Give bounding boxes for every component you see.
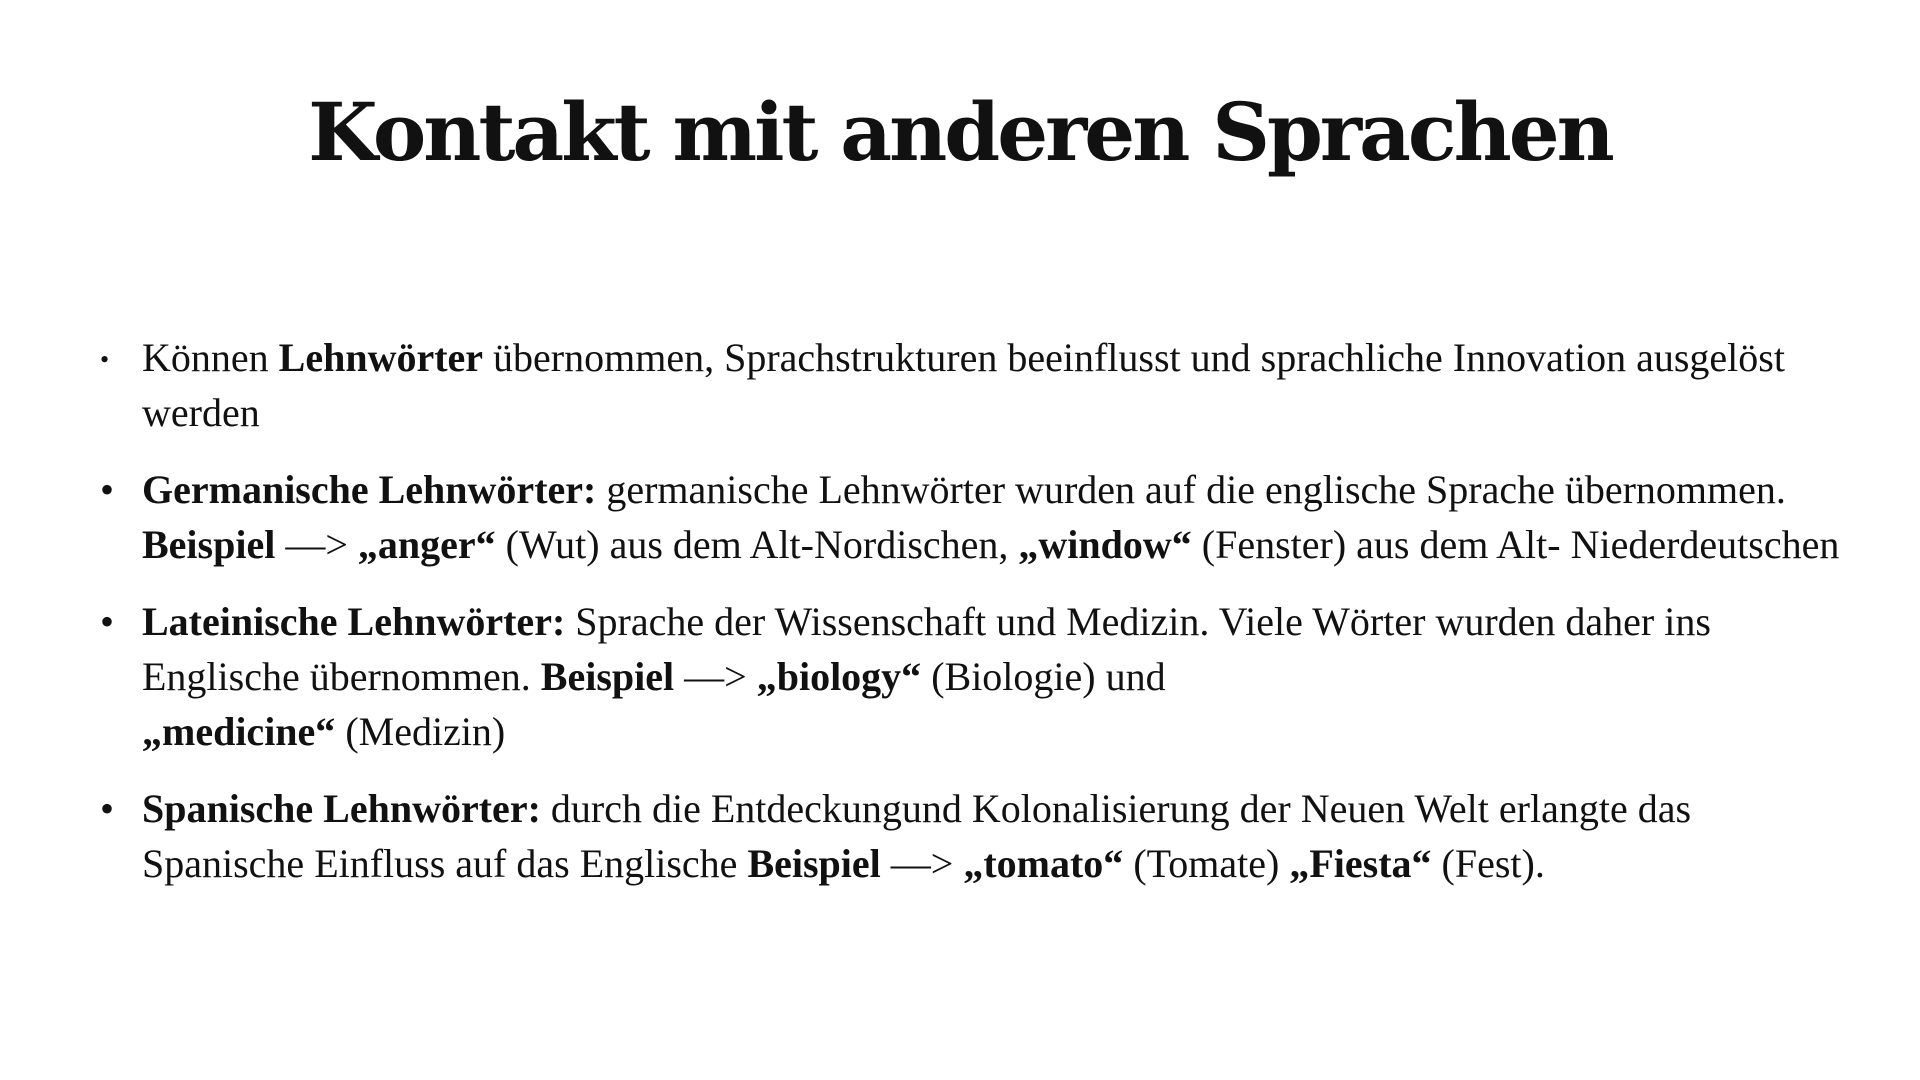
bullet-text: (Wut) aus dem Alt-Nordischen,	[495, 522, 1019, 567]
example-word: „window“	[1018, 522, 1192, 567]
bullet-item-loanwords-intro	[100, 330, 1840, 440]
bullet-marker: •	[100, 467, 115, 512]
example-label: Beispiel	[142, 522, 276, 567]
bullet-marker: •	[100, 786, 115, 831]
bullet-text: (Fenster) aus dem Alt- Niederdeutschen	[1191, 522, 1840, 567]
bullet-text: (Biologie) und	[921, 654, 1166, 699]
bullet-text: durch die Entdeckungund Kolonalisierung der Neuen Welt erlangte das Spanische Einfluss auf das Englische	[142, 786, 1692, 886]
arrow-text: —>	[275, 522, 358, 567]
bullet-heading: Lateinische Lehnwörter:	[142, 599, 566, 644]
bullet-text: übernommen, Sprachstrukturen beeinflusst und sprachliche Innovation ausgelöst werden	[142, 335, 1785, 435]
bullet-text: Können	[142, 335, 279, 380]
slide-title: Kontakt mit anderen Sprachen	[308, 85, 1612, 179]
example-word: „biology“	[756, 654, 922, 699]
bullet-marker: •	[100, 599, 115, 644]
bullet-text: (Tomate)	[1123, 841, 1290, 886]
example-word: „tomato“	[963, 841, 1124, 886]
arrow-text: —>	[880, 841, 964, 886]
example-word: „medicine“	[142, 709, 336, 754]
example-word: „anger“	[357, 522, 496, 567]
arrow-text: —>	[674, 654, 757, 699]
bullet-item-germanic	[100, 462, 1840, 572]
bullet-item-latin	[100, 594, 1840, 759]
bullet-item-spanish	[100, 781, 1840, 891]
bullet-text: Sprache der Wissenschaft und Medizin. Viele Wörter wurden daher ins Englische übernommen.	[142, 599, 1711, 699]
bullet-heading: Spanische Lehnwörter:	[142, 786, 541, 831]
bullet-term: Lehnwörter	[278, 335, 484, 380]
bullet-list	[100, 330, 1840, 913]
example-word: „Fiesta“	[1289, 841, 1432, 886]
example-label: Beispiel	[747, 841, 881, 886]
bullet-text: (Fest).	[1431, 841, 1545, 886]
bullet-marker: •	[100, 345, 110, 374]
bullet-heading: Germanische Lehnwörter:	[142, 467, 597, 512]
example-label: Beispiel	[540, 654, 675, 699]
bullet-text: (Medizin)	[335, 709, 506, 754]
bullet-text: germanische Lehnwörter wurden auf die englische Sprache übernommen.	[596, 467, 1786, 512]
